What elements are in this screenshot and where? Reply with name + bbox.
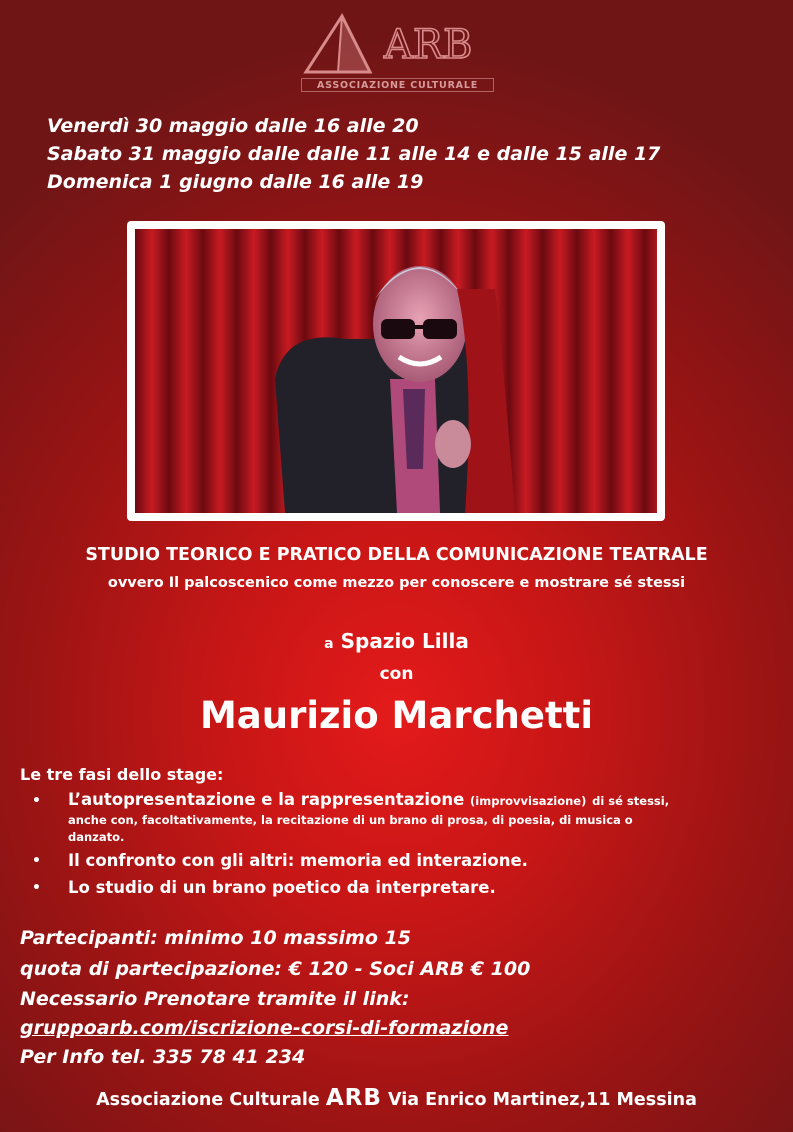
phase-item-2: Il confronto con gli altri: memoria ed interazione. <box>68 851 528 870</box>
venue-name: Spazio Lilla <box>340 629 469 653</box>
schedule <box>47 112 660 196</box>
bullet-2: • <box>32 853 41 869</box>
participants-line: Partecipanti: minimo 10 massimo 15 <box>20 927 411 949</box>
footer-arb: ARB <box>325 1085 382 1111</box>
phase-1-main: L’autopresentazione e la rappresentazione <box>68 790 465 809</box>
phase-1-line-2: anche con, facoltativamente, la recitazione di un brano di prosa, di poesia, di musica o <box>68 813 633 827</box>
phase-item-1 <box>68 790 669 809</box>
actor-photo <box>135 229 657 513</box>
phase-1-line-3: danzato. <box>68 830 125 844</box>
logo-subtitle: ASSOCIAZIONE CULTURALE <box>301 78 494 92</box>
teacher-name: Maurizio Marchetti <box>199 694 594 737</box>
phase-1-paren: (improvvisazione) <box>470 794 587 808</box>
footer-address <box>0 1085 793 1111</box>
course-subtitle: ovvero Il palcoscenico come mezzo per conoscere e mostrare sé stessi <box>107 575 686 591</box>
footer-association: Associazione Culturale <box>96 1090 320 1110</box>
venue-line <box>0 629 793 653</box>
phone-line: Per Info tel. 335 78 41 234 <box>20 1046 306 1068</box>
bullet-1: • <box>32 793 41 809</box>
booking-line: Necessario Prenotare tramite il link: <box>20 988 410 1010</box>
fee-line: quota di partecipazione: € 120 - Soci ARB € 100 <box>20 958 531 980</box>
logo-letters: ARB <box>384 22 473 68</box>
schedule-line-friday: Venerdì 30 maggio dalle 16 alle 20 <box>47 115 419 137</box>
registration-link[interactable]: gruppoarb.com/iscrizione-corsi-di-formazione <box>20 1017 509 1039</box>
schedule-line-sunday: Domenica 1 giugno dalle 16 alle 19 <box>47 171 424 193</box>
phase-1-rest: di sé stessi, <box>592 794 670 808</box>
course-title: STUDIO TEORICO E PRATICO DELLA COMUNICAZIONE TEATRALE <box>85 545 708 565</box>
with-label: con <box>379 664 414 684</box>
phases-heading: Le tre fasi dello stage: <box>20 765 224 784</box>
venue-prefix: a <box>324 636 334 652</box>
schedule-line-saturday: Sabato 31 maggio dalle dalle 11 alle 14 e dalle 15 alle 17 <box>47 143 661 165</box>
phase-item-3: Lo studio di un brano poetico da interpretare. <box>68 878 496 897</box>
bullet-3: • <box>32 880 41 896</box>
footer-street: Via Enrico Martinez,11 Messina <box>388 1090 697 1110</box>
